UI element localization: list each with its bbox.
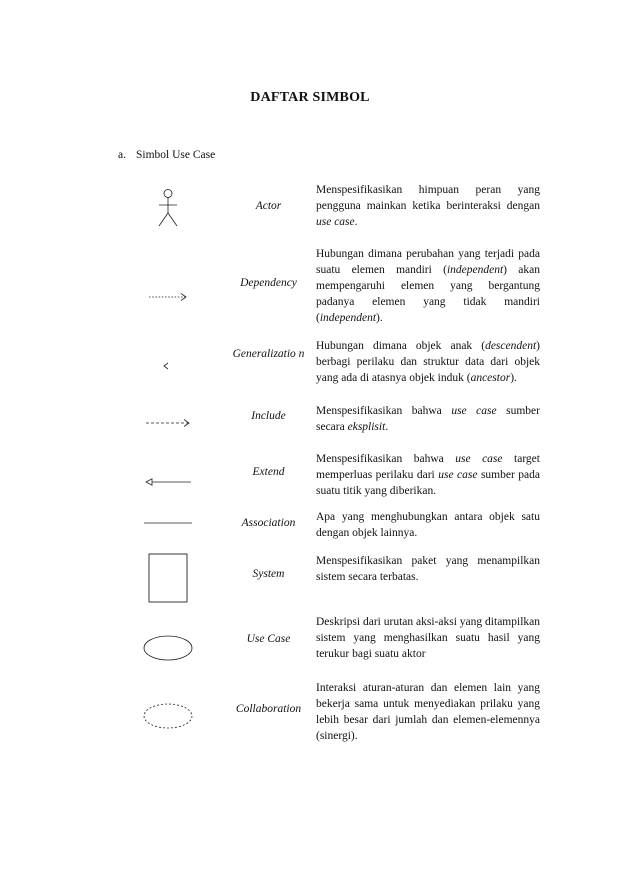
symbol-description: Hubungan dimana perubahan yang terjadi pada suatu elemen mandiri (independent) akan mempengaruhi elemen yang bergantung padanya elemen yang tidak mandiri (independent). (316, 248, 541, 324)
symbol-name: Extend (252, 466, 285, 478)
symbol-description: Apa yang menghubungkan antara objek satu dengan objek lainnya. (316, 511, 540, 539)
dependency-arrow-icon (135, 292, 200, 302)
symbol-description: Hubungan dimana objek anak (descendent) berbagi perilaku dan struktur data dari objek yang ada di atasnya objek induk (ancestor). (316, 340, 540, 384)
page-title: DAFTAR SIMBOL (250, 90, 370, 105)
section-marker: a. (118, 149, 126, 161)
symbol-description: Menspesifikasikan bahwa use case sumber secara eksplisit. (316, 405, 540, 433)
symbol-description: Deskripsi dari urutan aksi-aksi yang ditampilkan sistem yang menghasilkan suatu hasil yang terukur bagi suatu aktor (316, 616, 540, 660)
symbol-name: Use Case (246, 633, 291, 645)
symbol-name: Include (251, 410, 286, 422)
symbol-name: Collaboration (235, 703, 302, 715)
symbol-name: Dependency (240, 277, 297, 289)
section-heading-text: Simbol Use Case (136, 149, 216, 161)
generalization-arrow-icon (135, 361, 200, 371)
actor-icon (135, 188, 200, 228)
symbol-description: Menspesifikasikan himpuan peran yang pengguna mainkan ketika berinteraksi dengan use case. (316, 184, 540, 228)
system-box-icon (135, 553, 200, 603)
symbol-description: Interaksi aturan-aturan dan elemen lain yang bekerja sama untuk menyediakan prilaku yang lebih besar dari jumlah dan elemen-elemennya (sinergi). (316, 682, 540, 742)
symbol-description: Menspesifikasikan paket yang menampilkan sistem secara terbatas. (316, 555, 540, 583)
symbol-name: System (252, 568, 285, 580)
include-arrow-icon (135, 418, 200, 428)
extend-arrow-icon (135, 477, 200, 487)
symbol-name: Actor (255, 200, 282, 212)
symbol-name: Generalizatio n (232, 348, 305, 360)
symbol-name: Association (241, 517, 296, 529)
symbol-description: Menspesifikasikan bahwa use case target memperluas perilaku dari use case sumber pada suatu titik yang diberikan. (316, 453, 540, 497)
collaboration-dashed-ellipse-icon (135, 702, 200, 730)
association-line-icon (135, 518, 200, 528)
use-case-ellipse-icon (135, 634, 200, 662)
section-heading (118, 149, 215, 161)
